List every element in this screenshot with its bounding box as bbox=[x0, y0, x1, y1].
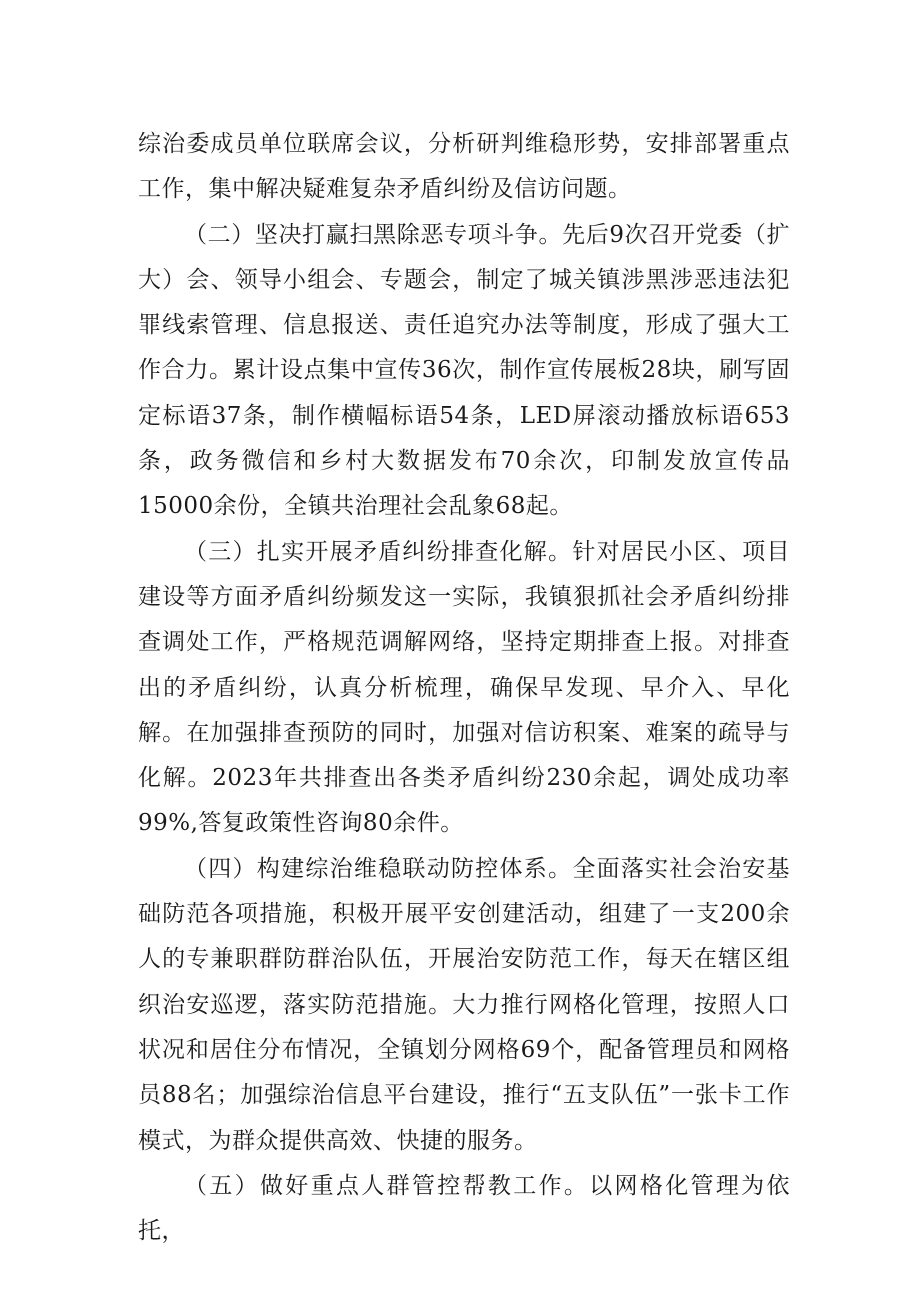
paragraph-section-5: （五）做好重点人群管控帮教工作。以网格化管理为依托， bbox=[138, 1172, 790, 1245]
paragraph-section-2: （二）坚决打赢扫黑除恶专项斗争。先后9次召开党委（扩大）会、领导小组会、专题会，制定了城关镇涉黑涉恶违法犯罪线索管理、信息报送、责任追究办法等制度，形成了强大工作合力。累计设点集中宣传36次，制作宣传展板28块，刷写固定标语37条，制作横幅标语54条，LED屏滚动播放标语653条，政务微信和乡村大数据发布70余次，印制发放宣传品15000余份，全镇共治理社会乱象68起。 bbox=[138, 221, 790, 520]
paragraph-continuation: 综治委成员单位联席会议，分析研判维稳形势，安排部署重点工作，集中解决疑难复杂矛盾纠纷及信访问题。 bbox=[138, 131, 790, 203]
paragraph-section-4: （四）构建综治维稳联动防控体系。全面落实社会治安基础防范各项措施，积极开展平安创建活动，组建了一支200余人的专兼职群防群治队伍，开展治安防范工作，每天在辖区组织治安巡逻，落实防范措施。大力推行网格化管理，按照人口状况和居住分布情况，全镇划分网格69个，配备管理员和网格员88名；加强综治信息平台建设，推行“五支队伍”一张卡工作模式，为群众提供高效、快捷的服务。 bbox=[138, 855, 790, 1154]
document-body bbox=[138, 122, 790, 1254]
paragraph-section-3: （三）扎实开展矛盾纠纷排查化解。针对居民小区、项目建设等方面矛盾纠纷频发这一实际，我镇狠抓社会矛盾纠纷排查调处工作，严格规范调解网络，坚持定期排查上报。对排查出的矛盾纠纷，认真分析梳理，确保早发现、早介入、早化解。在加强排查预防的同时，加强对信访积案、难案的疏导与化解。2023年共排查出各类矛盾纠纷230余起，调处成功率99%,答复政策性咨询80余件。 bbox=[138, 538, 790, 837]
